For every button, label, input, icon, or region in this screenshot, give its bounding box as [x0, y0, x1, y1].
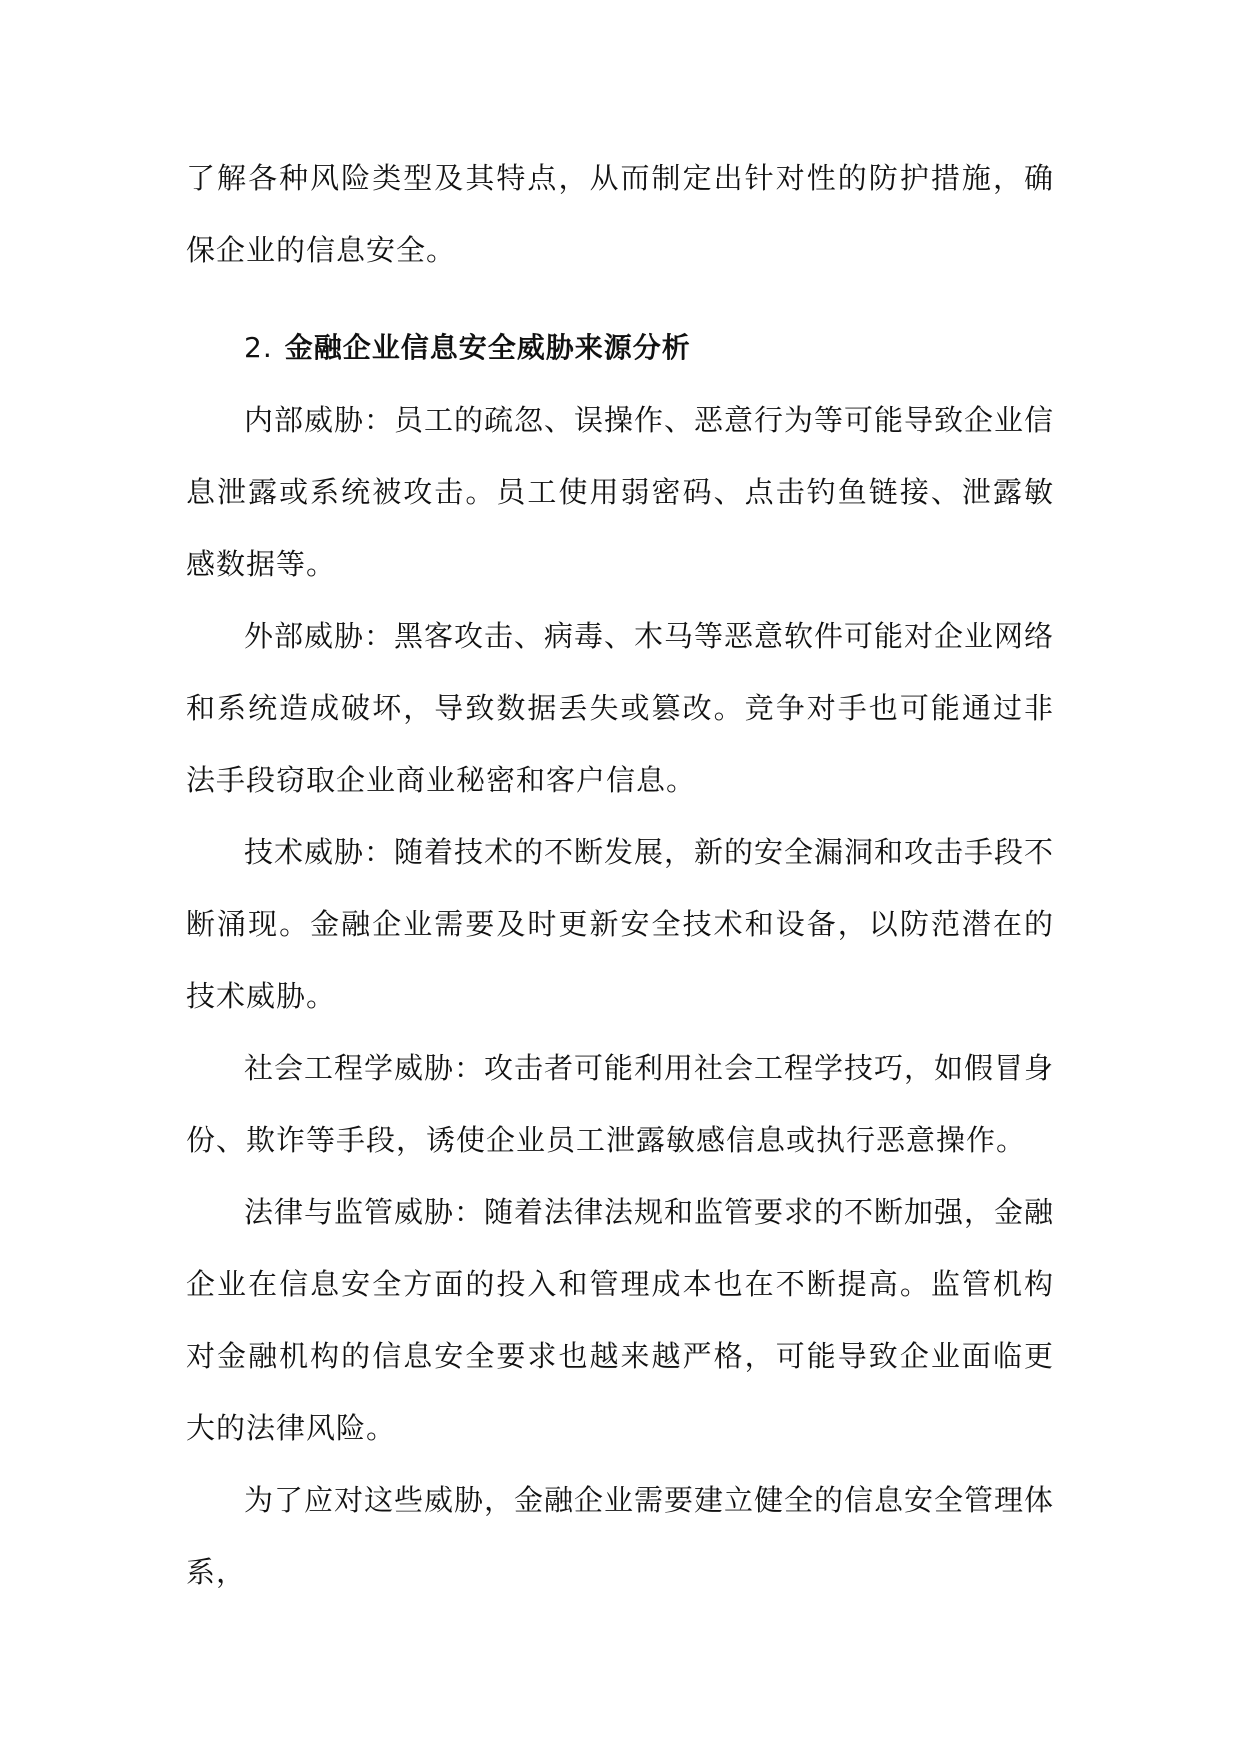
- paragraph-internal-threats: 内部威胁：员工的疏忽、误操作、恶意行为等可能导致企业信息泄露或系统被攻击。员工使用弱密码、点击钓鱼链接、泄露敏感数据等。: [186, 403, 1055, 581]
- paragraph-external-threats: 外部威胁：黑客攻击、病毒、木马等恶意软件可能对企业网络和系统造成破坏，导致数据丢失或篡改。竞争对手也可能通过非法手段窃取企业商业秘密和客户信息。: [186, 619, 1055, 797]
- paragraph-social-engineering-threats: 社会工程学威胁：攻击者可能利用社会工程学技巧，如假冒身份、欺诈等手段，诱使企业员工泄露敏感信息或执行恶意操作。: [186, 1051, 1055, 1157]
- section-title: 金融企业信息安全威胁来源分析: [284, 331, 691, 364]
- section-number: 2.: [244, 331, 273, 364]
- intro-paragraph: 了解各种风险类型及其特点，从而制定出针对性的防护措施，确保企业的信息安全。: [186, 161, 1054, 267]
- page-content: [186, 142, 1054, 1608]
- section-heading: [186, 312, 1054, 384]
- paragraph-response: 为了应对这些威胁，金融企业需要建立健全的信息安全管理体系，: [186, 1483, 1055, 1589]
- paragraph-technical-threats: 技术威胁：随着技术的不断发展，新的安全漏洞和攻击手段不断涌现。金融企业需要及时更新安全技术和设备，以防范潜在的技术威胁。: [186, 835, 1055, 1013]
- paragraph-legal-regulatory-threats: 法律与监管威胁：随着法律法规和监管要求的不断加强，金融企业在信息安全方面的投入和管理成本也在不断提高。监管机构对金融机构的信息安全要求也越来越严格，可能导致企业面临更大的法律风险。: [186, 1195, 1055, 1445]
